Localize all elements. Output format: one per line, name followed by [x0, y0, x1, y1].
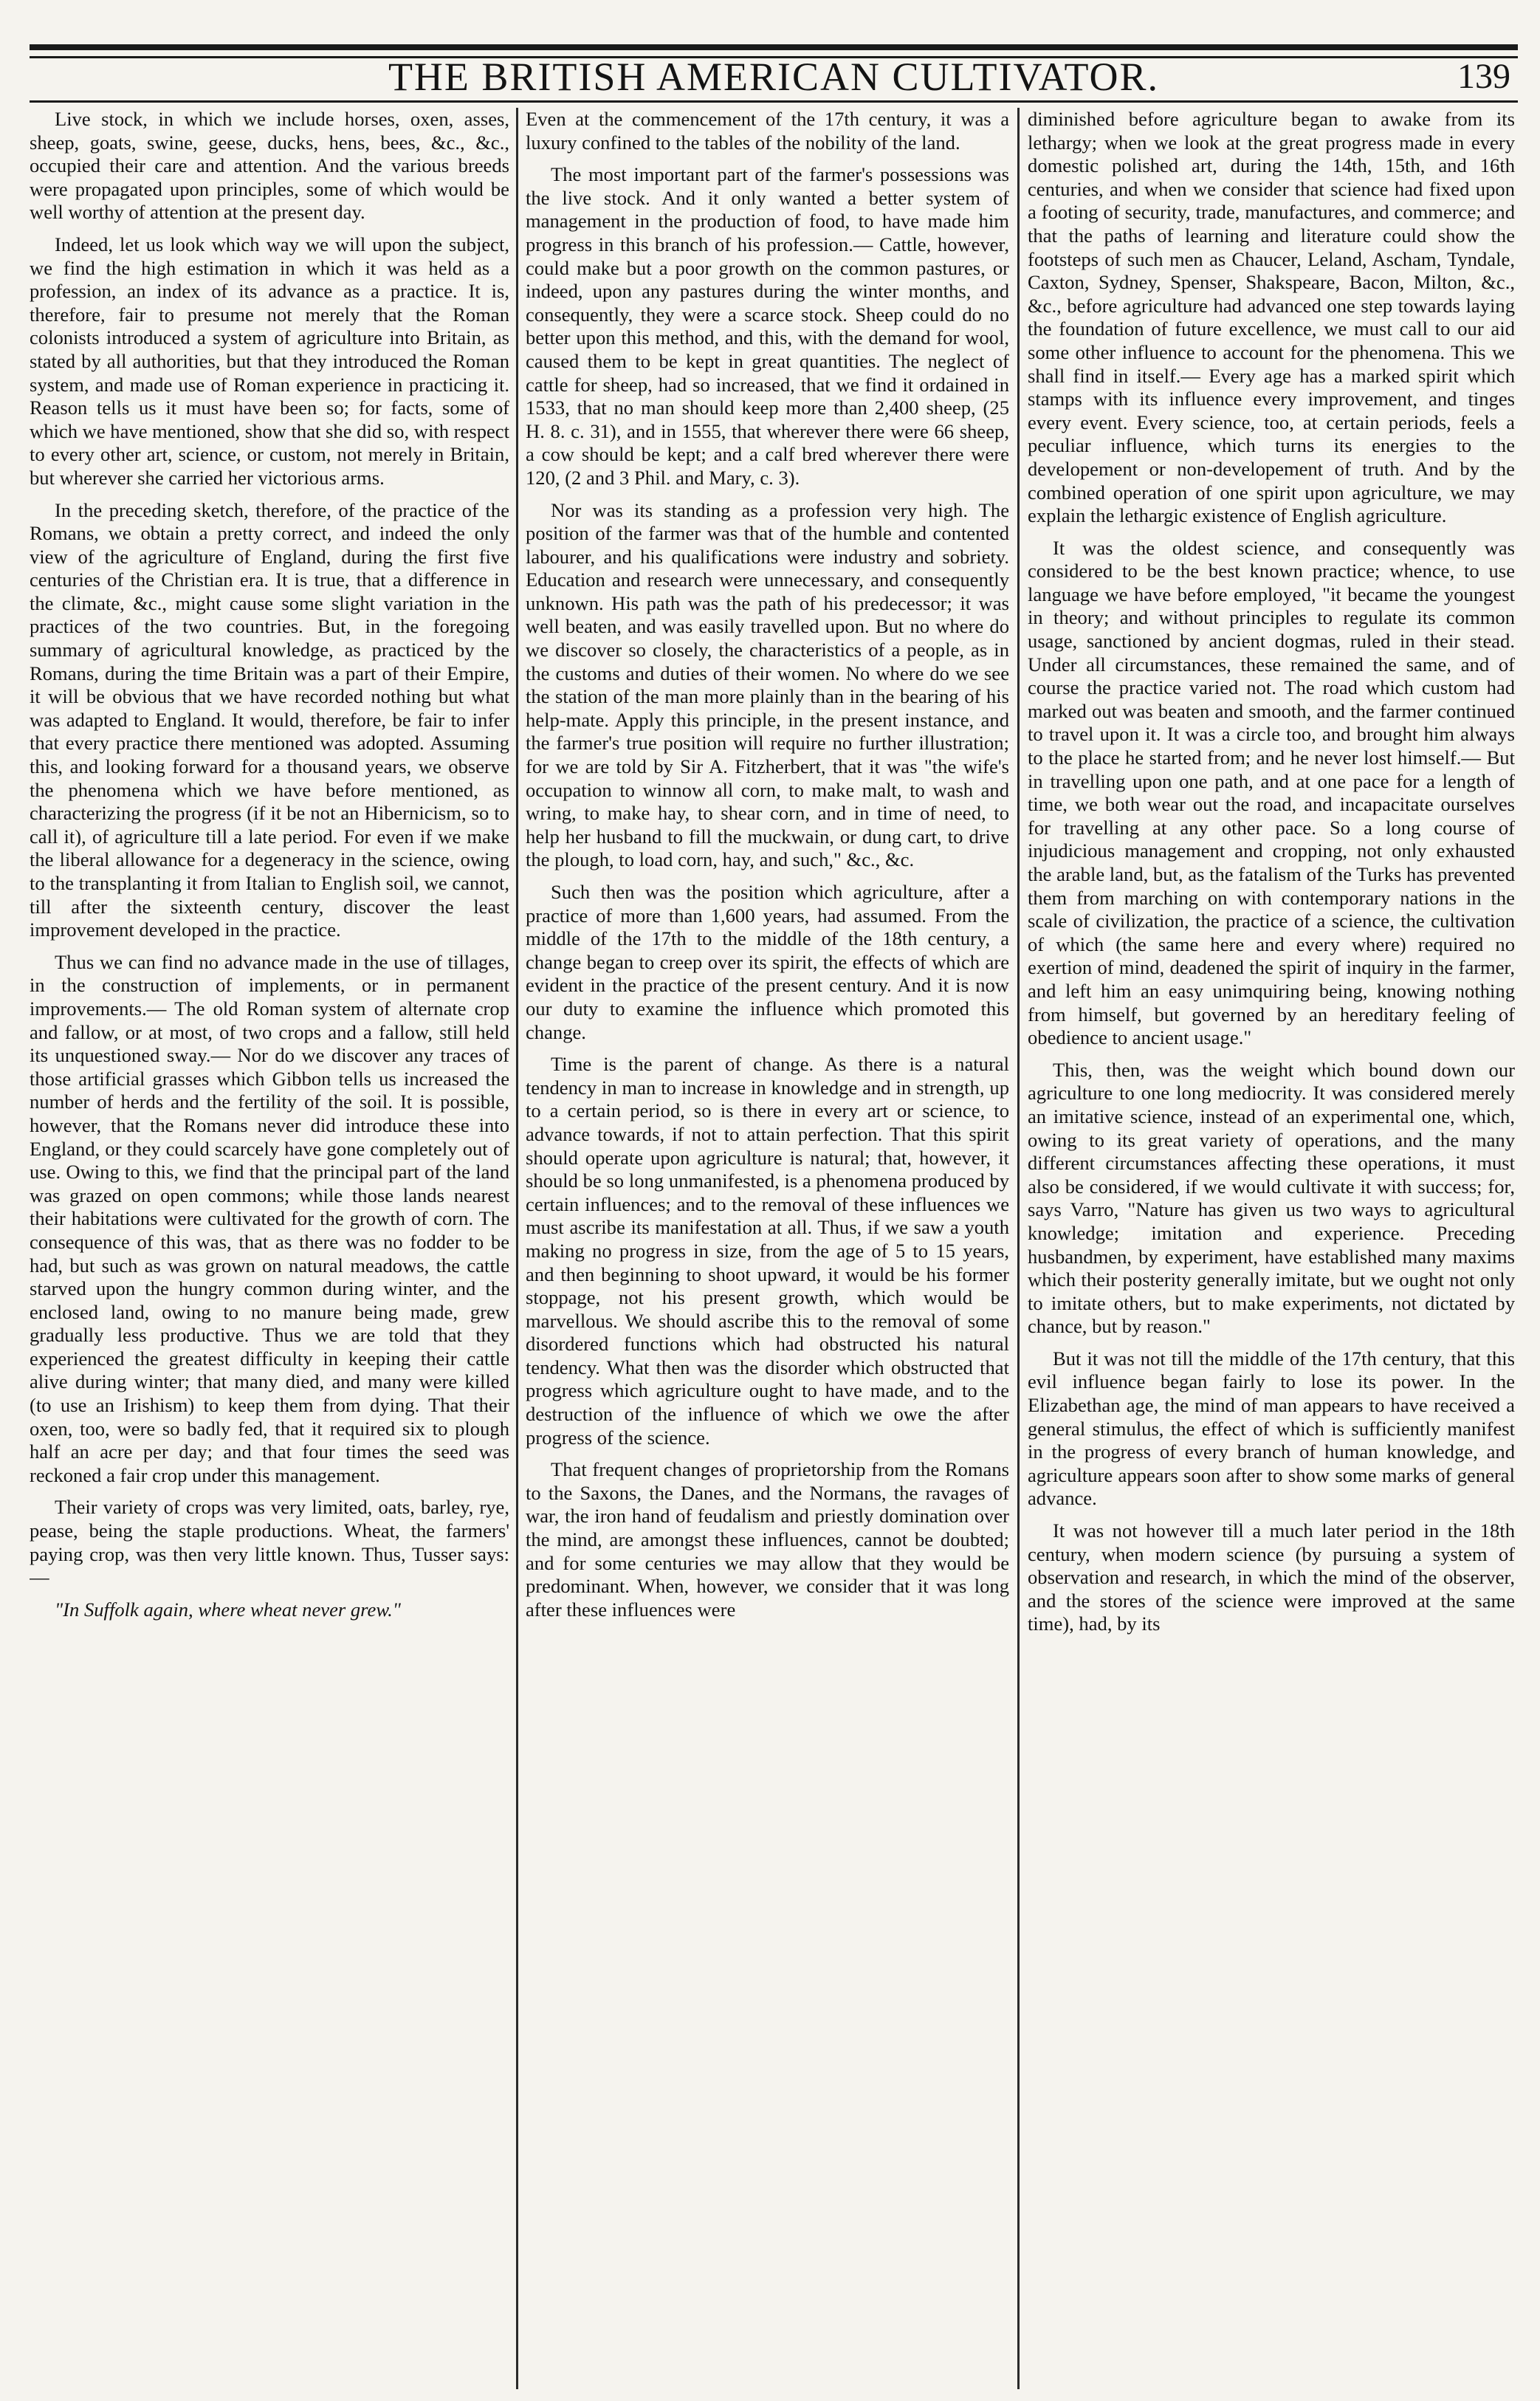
paragraph: Thus we can find no advance made in the use of tillages, in the construction of implements, or in permanent improvements.— The old Roman system of alternate crop and fallow, or at most, of two crops and a fallow, still held its unquestioned sway.— Nor do we discover any traces of those artificial grasses which Gibbon tells us increased the number of herds and the fertility of the soil. It is possible, however, that the Romans never did introduce these into England, or they could scarcely have gone completely out of use. Owing to this, we find that the principal part of the land was grazed on open commons; while those lands nearest their habitations were cultivated for the growth of corn. The consequence of this was, that as there was no fodder to be had, but such as was grown on natural meadows, the cattle starved upon the hungry common during winter, and the enclosed land, owing to no manure being made, grew gradually less productive. Thus we are told that they experienced the greatest difficulty in keeping their cattle alive during winter; that many died, and many were killed (to use an Irishism) to keep them from dying. That their oxen, too, were so badly fed, that it required six to plough half an acre per day; and that four times the seed was reckoned a fair crop under this management.	[30, 950, 509, 1486]
page-title: THE BRITISH AMERICAN CULTIVATOR.	[388, 55, 1160, 99]
paragraph: This, then, was the weight which bound down our agriculture to one long mediocrity. It was considered merely an imitative science, instead of an experimental one, which, owing to its great variety of operations, and the many different circumstances affecting these operations, it must also be considered, if we would cultivate it with success; for, says Varro, "Nature has given us two ways to agricultural knowledge; imitation and experience. Preceding husbandmen, by experiment, have established many maxims which their posterity generally imitate, but we ought not only to imitate others, but to make experiments, not dictated by chance, but by reason."	[1028, 1058, 1515, 1338]
page-number: 139	[1457, 57, 1510, 96]
top-rule	[30, 44, 1518, 50]
paragraph: Indeed, let us look which way we will upon the subject, we find the high estimation in which it was held as a profession, an index of its advance as a practice. It is, therefore, fair to presume not merely that the Roman colonists introduced a system of agriculture into Britain, as stated by all authorities, but that they introduced the Roman system, and made use of Roman experience in practicing it. Reason tells us it must have been so; for facts, some of which we have mentioned, show that she did so, with respect to every other art, science, or custom, not merely in Britain, but wherever she carried her victorious arms.	[30, 233, 509, 489]
column-3	[1028, 108, 1515, 2389]
column-2	[526, 108, 1009, 2389]
paragraph: In the preceding sketch, therefore, of the practice of the Romans, we obtain a pretty correct, and indeed the only view of the agriculture of England, during the first five centuries of the Christian era. It is true, that a difference in the climate, &c., might cause some slight variation in the practices of the two countries. But, in the foregoing summary of agricultural knowledge, as practiced by the Romans, during the time Britain was a part of their Empire, it will be obvious that we have recorded nothing but what was adapted to England. It would, therefore, be fair to infer that every practice there mentioned was adopted. Assuming this, and looking forward for a thousand years, we observe the phenomena which we have before mentioned, as characterizing the progress (if it be not an Hibernicism, so to call it), of agriculture till a late period. For even if we make the liberal allowance for a degeneracy in the science, owing to the transplanting it from Italian to English soil, we cannot, till after the sixteenth century, discover the least improvement developed in the practice.	[30, 498, 509, 941]
paragraph: The most important part of the farmer's possessions was the live stock. And it only wanted a better system of management in the production of food, to have made him progress in this branch of his profession.— Cattle, however, could make but a poor growth on the common pastures, or indeed, upon any pastures during the winter months, and consequently, they were a scarce stock. Sheep could do no better upon this method, and this, with the demand for wool, caused them to be kept in great quantities. The neglect of cattle for sheep, had so increased, that we find it ordained in 1533, that no man should keep more than 2,400 sheep, (25 H. 8. c. 31), and in 1555, that wherever there were 66 sheep, a cow should be kept; and a calf bred wherever there were 120, (2 and 3 Phil. and Mary, c. 3).	[526, 163, 1009, 489]
column-divider	[1017, 108, 1020, 2389]
paragraph: But it was not till the middle of the 17th century, that this evil influence began fairly to lose its power. In the Elizabethan age, the mind of man appears to have received a general stimulus, the effect of which is sufficiently manifest in the progress of every branch of human knowledge, and agriculture appears soon after to show some marks of general advance.	[1028, 1347, 1515, 1510]
paragraph: Their variety of crops was very limited, oats, barley, rye, pease, being the staple productions. Wheat, the farmers' paying crop, was then very little known. Thus, Tusser says:—	[30, 1496, 509, 1589]
paragraph: Such then was the position which agriculture, after a practice of more than 1,600 years, had assumed. From the middle of the 17th to the middle of the 18th century, a change began to creep over its spirit, the effects of which are evident in the practice of the present century. And it is now our duty to examine the influence which promoted this change.	[526, 881, 1009, 1043]
paragraph: It was the oldest science, and consequently was considered to be the best known practice; whence, to use language we have before employed, "it became the youngest in theory; and without principles to regulate its common usage, sanctioned by ancient dogmas, ruled in their stead. Under all circumstances, these remained the same, and of course the practice varied not. The road which custom had marked out was beaten and smooth, and the farmer continued to travel upon it. It was a circle too, and brought him always to the place he started from; and he never lost himself.— But in travelling upon one path, and at one pace for a length of time, we both wear out the road, and incapacitate ourselves for travelling at any other pace. So a long course of injudicious management and cropping, not only exhausted the arable land, but, as the fatalism of the Turks has prevented them from marching on with contemporary nations in the scale of civilization, the practice of a science, the cultivation of which (the same here and every where) required no exertion of mind, deadened the spirit of inquiry in the farmer, and left him an easy unimquiring being, knowing nothing from himself, but governed by an hereditary feeling of obedience to ancient usage."	[1028, 536, 1515, 1049]
masthead	[30, 55, 1518, 99]
paragraph: Live stock, in which we include horses, oxen, asses, sheep, goats, swine, geese, ducks, hens, bees, &c., &c., occupied their care and attention. And the various breeds were propagated upon principles, some of which would be well worthy of attention at the present day.	[30, 108, 509, 224]
paragraph: Nor was its standing as a profession very high. The position of the farmer was that of the humble and contented labourer, and his qualifications were industry and sobriety. Education and research were unnecessary, and consequently unknown. His path was the path of his predecessor; it was well beaten, and was easily travelled upon. But no where do we discover so closely, the characteristics of a people, as in the customs and duties of their women. No where do we see the station of the man more plainly than in the bearing of his help-mate. Apply this principle, in the present instance, and the farmer's true position will require no further illustration; for we are told by Sir A. Fitzherbert, that it was "the wife's occupation to winnow all corn, to make malt, to wash and wring, to make hay, to shear corn, and in time of need, to help her husband to fill the muckwain, or dung cart, to drive the plough, to load corn, hay, and such," &c., &c.	[526, 498, 1009, 871]
column-1	[30, 108, 509, 2389]
header-rule	[30, 100, 1518, 103]
paragraph: Even at the commencement of the 17th century, it was a luxury confined to the tables of the nobility of the land.	[526, 108, 1009, 154]
verse-quote: "In Suffolk again, where wheat never grew."	[55, 1598, 401, 1621]
paragraph: It was not however till a much later period in the 18th century, when modern science (by pursuing a system of observation and research, in which the mind of the observer, and the stores of the science were improved at the same time), had, by its	[1028, 1519, 1515, 1635]
paragraph: Time is the parent of change. As there is a natural tendency in man to increase in knowledge and in strength, up to a certain period, so is there in every art or science, to advance towards, if not to attain perfection. That this spirit should operate upon agriculture is natural; that, however, it should be so long unmanifested, is a phenomena produced by certain influences; and to the removal of these influences we must ascribe its manifestation at all. Thus, if we saw a youth making no progress in size, from the age of 5 to 15 years, and then beginning to shoot upward, it would be his former stoppage, not his present growth, which would be marvellous. We should ascribe this to the removal of some disordered functions which had obstructed his natural tendency. What then was the disorder which obstructed that progress which agriculture ought to have made, and to the destruction of the influence of which we owe the after progress of the science.	[526, 1053, 1009, 1449]
paragraph: diminished before agriculture began to awake from its lethargy; when we look at the great progress made in every domestic polished art, during the 14th, 15th, and 16th centuries, and when we consider that science had fixed upon a footing of security, trade, manufactures, and commerce; and that the paths of learning and literature could show the footsteps of such men as Chaucer, Leland, Ascham, Tyndale, Caxton, Sydney, Spenser, Shakspeare, Bacon, Milton, &c., &c., before agriculture had advanced one step towards laying the foundation of future excellence, we must call to our aid some other influence to account for the phenomena. This we shall find in itself.— Every age has a marked spirit which stamps with its influence every improvement, and tinges every event. Every science, too, at certain periods, feels a peculiar influence, which turns its energies to the developement or non-developement of truth. And by the combined operation of one spirit upon agriculture, we may explain the lethargic existence of English agriculture.	[1028, 108, 1515, 527]
column-divider	[516, 108, 518, 2389]
paragraph: That frequent changes of proprietorship from the Romans to the Saxons, the Danes, and the Normans, the ravages of war, the iron hand of feudalism and priestly domination over the mind, are amongst these influences, cannot be doubted; and for some centuries we may allow that they would be predominant. When, however, we consider that it was long after these influences were	[526, 1458, 1009, 1621]
